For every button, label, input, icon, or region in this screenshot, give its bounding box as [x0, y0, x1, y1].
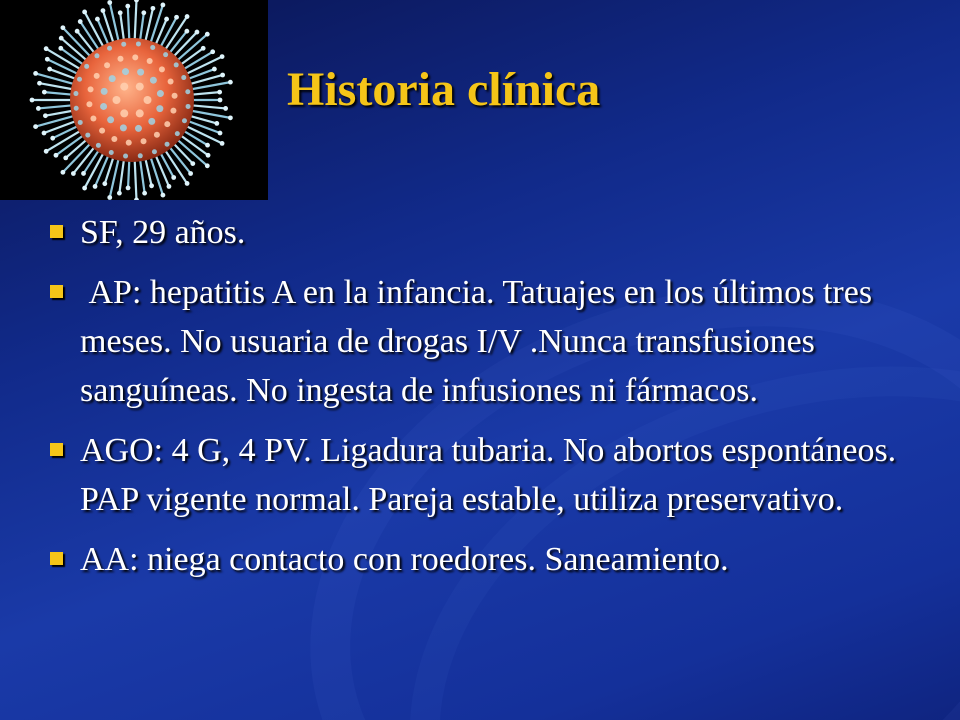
- virus-spike-tip: [210, 49, 215, 54]
- virus-spike-tip: [161, 2, 166, 7]
- virus-surface-knob: [109, 75, 116, 82]
- virus-spike-tip: [30, 98, 35, 103]
- bullet-text: SF, 29 años.: [80, 214, 246, 251]
- bullet-square-icon: [50, 552, 63, 565]
- bullet-text: AA: niega contacto con roedores. Saneamiento.: [80, 541, 729, 578]
- virus-spike-tip: [220, 141, 225, 146]
- virus-surface-knob: [85, 133, 90, 138]
- virus-spike-tip: [75, 29, 80, 34]
- virus-surface-knob: [96, 143, 101, 148]
- virus-surface-knob: [159, 66, 165, 72]
- virus-spike-tip: [33, 124, 38, 129]
- virus-surface-knob: [136, 41, 141, 46]
- virus-spike-tip: [223, 106, 228, 111]
- virus-surface-knob: [120, 83, 128, 91]
- virus-spike-tip: [185, 14, 190, 19]
- virus-spike-tip: [218, 98, 223, 103]
- virus-spike-tip: [78, 19, 83, 24]
- bullet-item-ap: [44, 268, 904, 415]
- virus-spike-tip: [58, 46, 63, 51]
- virus-surface-knob: [147, 58, 153, 64]
- virus-spike-tip: [60, 25, 65, 30]
- bullet-item-aa: [44, 535, 904, 584]
- virus-surface-knob: [164, 121, 170, 127]
- virus-surface-knob: [136, 109, 144, 117]
- virus-surface-knob: [78, 120, 83, 125]
- virus-surface-knob: [170, 108, 176, 114]
- virus-surface-knob: [74, 106, 79, 111]
- virus-spike-tip: [228, 115, 233, 120]
- virus-surface-knob: [137, 69, 144, 76]
- virus-surface-knob: [104, 62, 110, 68]
- virus-spike-tip: [206, 153, 211, 158]
- virus-surface-knob: [132, 54, 138, 60]
- virus-spike-tip: [43, 113, 48, 118]
- virus-surface-knob: [174, 62, 179, 67]
- virus-spike-tip: [190, 161, 195, 166]
- virus-spike-tip: [134, 0, 139, 3]
- virus-spike-tip: [171, 175, 176, 180]
- virus-spike-tip: [149, 183, 154, 188]
- virus-surface-knob: [77, 77, 82, 82]
- virus-spike-tip: [95, 17, 100, 22]
- virus-surface-knob: [84, 64, 89, 69]
- virus-spike-tip: [142, 191, 147, 196]
- virus-spike-tip: [93, 184, 98, 189]
- virus-illustration-icon: [0, 0, 268, 200]
- virus-spike-tip: [44, 149, 49, 154]
- virus-surface-knob: [156, 105, 163, 112]
- virus-spike-tip: [42, 90, 47, 95]
- virus-surface-knob: [136, 83, 144, 91]
- virus-surface-knob: [150, 45, 155, 50]
- virus-spike-tip: [212, 67, 217, 72]
- virus-surface-knob: [94, 73, 100, 79]
- bullet-item-sf: [44, 208, 904, 257]
- virus-spike-tip: [201, 46, 206, 51]
- virus-surface-knob: [182, 118, 187, 123]
- virus-spike-tip: [71, 171, 76, 176]
- virus-spike-tip: [151, 6, 156, 11]
- virus-surface-knob: [185, 89, 190, 94]
- virus-surface-knob: [107, 116, 114, 123]
- virus-spike-tip: [50, 136, 55, 141]
- virus-spike-tip: [220, 54, 225, 59]
- virus-spike-tip: [126, 186, 131, 191]
- virus-spike-tip: [134, 197, 139, 200]
- bullet-text: AGO: 4 G, 4 PV. Ligadura tubaria. No abortos espontáneos. PAP vigente normal. Pareja estable, utiliza preservativo.: [80, 432, 897, 518]
- slide-title: Historia clínica: [287, 63, 601, 116]
- virus-spike-tip: [82, 186, 87, 191]
- virus-spike-tip: [118, 10, 123, 15]
- virus-spike-tip: [33, 71, 38, 76]
- virus-spike-tip: [195, 30, 200, 35]
- virus-surface-knob: [120, 109, 128, 117]
- virus-surface-knob: [109, 150, 114, 155]
- virus-surface-knob: [123, 154, 128, 159]
- virus-surface-knob: [150, 77, 157, 84]
- virus-spike-tip: [185, 181, 190, 186]
- bullet-text: AP: hepatitis A en la infancia. Tatuajes en los últimos tres meses. No usuaria de drogas I/V .Nunca transfusiones sanguíneas. No ingesta de infusiones ni fármacos.: [80, 274, 881, 409]
- virus-spike-tip: [174, 15, 179, 20]
- virus-spike-tip: [37, 81, 42, 86]
- virus-surface-knob: [154, 132, 160, 138]
- virus-surface-knob: [157, 90, 164, 97]
- virus-spike-tip: [161, 193, 166, 198]
- virus-surface-knob: [148, 118, 155, 125]
- virus-spike-tip: [107, 0, 112, 5]
- virus-spike-tip: [117, 191, 122, 196]
- virus-surface-knob: [111, 136, 117, 142]
- virus-surface-knob: [141, 138, 147, 144]
- virus-spike-tip: [42, 131, 47, 136]
- virus-surface-knob: [120, 124, 127, 131]
- virus-spike-tip: [220, 73, 225, 78]
- virus-surface-knob: [73, 91, 78, 96]
- virus-spike-tip: [164, 17, 169, 22]
- virus-surface-knob: [99, 128, 105, 134]
- virus-spike-tip: [63, 155, 68, 160]
- virus-surface-knob: [138, 153, 143, 158]
- virus-surface-knob: [90, 115, 96, 121]
- virus-surface-knob: [126, 140, 132, 146]
- virus-spike-tip: [217, 90, 222, 95]
- virus-spike-tip: [44, 46, 49, 51]
- bullet-square-icon: [50, 225, 63, 238]
- virus-surface-knob: [107, 46, 112, 51]
- virus-surface-knob: [181, 75, 186, 80]
- bullet-item-ago: [44, 426, 904, 524]
- bullet-square-icon: [50, 443, 63, 456]
- virus-spike-tip: [228, 80, 233, 85]
- virus-spike-tip: [184, 29, 189, 34]
- virus-spike-tip: [205, 163, 210, 168]
- virus-spike-tip: [102, 181, 107, 186]
- virus-spike-tip: [54, 153, 59, 158]
- bullet-list: [44, 208, 904, 595]
- virus-spike-tip: [36, 106, 41, 111]
- virus-spike-tip: [81, 171, 86, 176]
- virus-surface-knob: [113, 96, 121, 104]
- virus-spike-tip: [205, 143, 210, 148]
- virus-surface-knob: [168, 79, 174, 85]
- virus-spike-tip: [60, 170, 65, 175]
- virus-surface-knob: [101, 88, 108, 95]
- virus-spike-tip: [47, 67, 52, 72]
- virus-surface-knob: [122, 68, 129, 75]
- bullet-square-icon: [50, 285, 63, 298]
- virus-spike-tip: [214, 121, 219, 126]
- virus-surface-knob: [144, 96, 152, 104]
- virus-surface-knob: [100, 103, 107, 110]
- virus-surface-knob: [121, 42, 126, 47]
- virus-surface-knob: [135, 125, 142, 132]
- virus-surface-knob: [165, 142, 170, 147]
- virus-spike-tip: [45, 57, 50, 62]
- virus-surface-knob: [88, 86, 94, 92]
- virus-surface-knob: [152, 149, 157, 154]
- virus-surface-knob: [172, 93, 178, 99]
- virus-spike-tip: [107, 195, 112, 200]
- virus-spike-tip: [101, 8, 106, 13]
- virus-spike-tip: [205, 32, 210, 37]
- virus-surface-knob: [117, 56, 123, 62]
- virus-surface-knob: [175, 131, 180, 136]
- virus-core: [70, 38, 194, 162]
- virus-surface-knob: [86, 101, 92, 107]
- virus-spike-tip: [167, 184, 172, 189]
- virus-spike-tip: [125, 4, 130, 9]
- virus-surface-knob: [163, 52, 168, 57]
- virus-surface-knob: [186, 104, 191, 109]
- virus-spike-tip: [141, 10, 146, 15]
- virus-spike-tip: [59, 36, 64, 41]
- virus-spike-tip: [218, 131, 223, 136]
- virus-image: [0, 0, 268, 200]
- virus-surface-knob: [94, 53, 99, 58]
- virus-spike-tip: [82, 10, 87, 15]
- virus-spike-tip: [188, 171, 193, 176]
